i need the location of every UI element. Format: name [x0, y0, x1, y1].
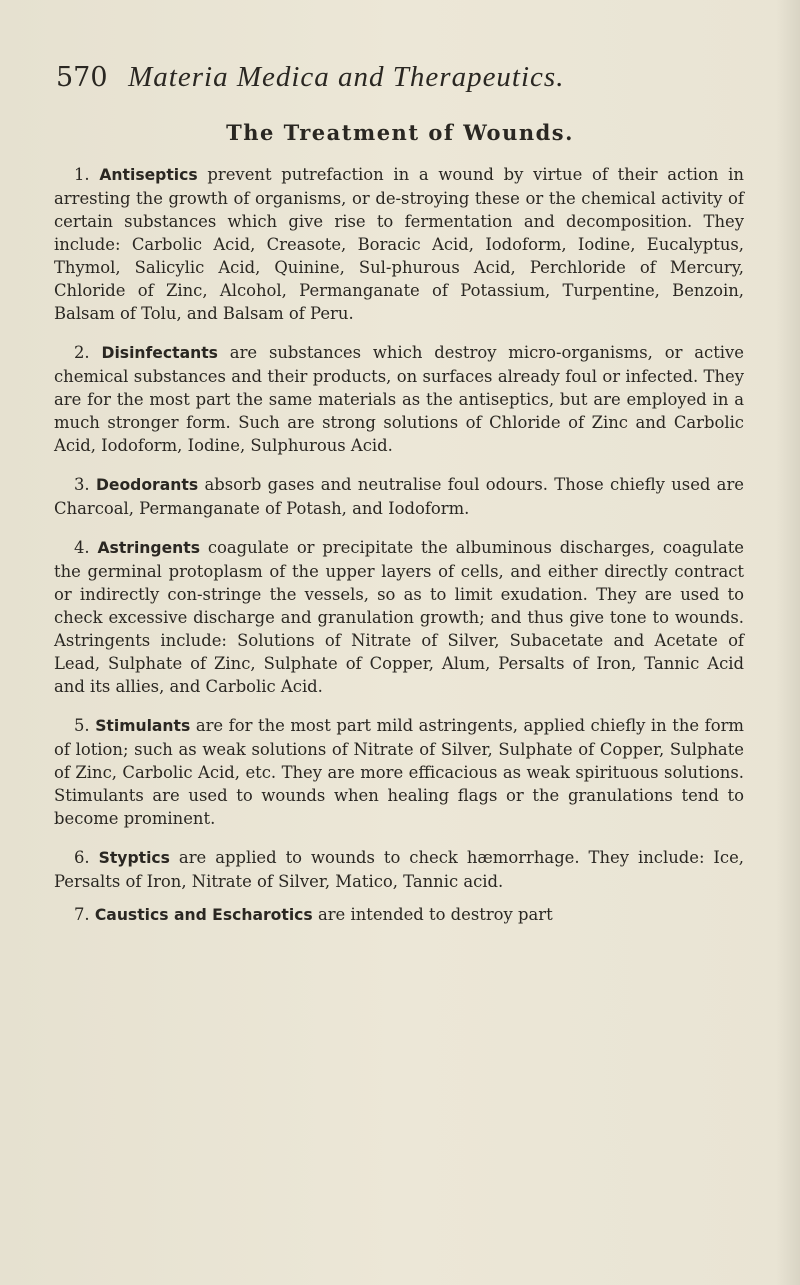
- body-text: [54, 163, 744, 927]
- page-number: 570: [56, 62, 108, 93]
- paragraph-text: are substances which destroy micro-organisms, or active chemical substances and their products, on surfaces already foul or infected. They are for the most part the same materials as the antiseptics, but are employed in a much stronger form. Such are strong solutions of Chloride of Zinc and Carbolic Acid, Iodoform, Iodine, Sulphurous Acid.: [54, 343, 744, 455]
- paragraph-text: coagulate or precipitate the albuminous discharges, coagulate the germinal protoplasm of the upper layers of cells, and either directly contract or indirectly con-stringe the vessels, so as to limit exudation. They are used to check excessive discharge and granulation growth; and thus give tone to wounds. Astringents include: Solutions of Nitrate of Silver, Subacetate and Acetate of Lead, Sulphate of Zinc, Sulphate of Copper, Alum, Persalts of Iron, Tannic Acid and its allies, and Carbolic Acid.: [54, 538, 744, 696]
- paragraph-number: 3.: [74, 475, 90, 494]
- paragraph-caustics: [54, 903, 744, 927]
- term-styptics: Styptics: [98, 849, 170, 867]
- paragraph-number: 4.: [74, 538, 90, 557]
- paragraph-number: 5.: [74, 716, 90, 735]
- running-header: [56, 62, 756, 93]
- paragraph-disinfectants: [54, 341, 744, 457]
- paragraph-astringents: [54, 536, 744, 698]
- paragraph-stimulants: [54, 714, 744, 830]
- term-caustics-escharotics: Caustics and Escharotics: [94, 906, 313, 924]
- paragraph-text: absorb gases and neutralise foul odours. Those chiefly used are Charcoal, Permanganate of Potash, and Iodoform.: [54, 475, 744, 518]
- page-edge-shadow: [776, 0, 800, 1285]
- section-title: The Treatment of Wounds.: [226, 120, 574, 145]
- paragraph-styptics: [54, 846, 744, 893]
- paragraph-text: prevent putrefaction in a wound by virtue of their action in arresting the growth of organisms, or de-stroying these or the chemical activity of certain substances which give rise to fermentation and decomposition. They include: Carbolic Acid, Creasote, Boracic Acid, Iodoform, Iodine, Eucalyptus, Thymol, Salicylic Acid, Quinine, Sul-phurous Acid, Perchloride of Mercury, Chloride of Zinc, Alcohol, Permanganate of Potassium, Turpentine, Benzoin, Balsam of Tolu, and Balsam of Peru.: [54, 165, 744, 323]
- paragraph-text: are for the most part mild astringents, applied chiefly in the form of lotion; such as weak solutions of Nitrate of Silver, Sulphate of Copper, Sulphate of Zinc, Carbolic Acid, etc. They are more efficacious as weak spirituous solutions. Stimulants are used to wounds when healing flags or the granulations tend to become prominent.: [54, 716, 744, 828]
- term-antiseptics: Antiseptics: [99, 166, 198, 184]
- paragraph-text: are applied to wounds to check hæmorrhage. They include: Ice, Persalts of Iron, Nitrate of Silver, Matico, Tannic acid.: [54, 848, 744, 891]
- paragraph-antiseptics: [54, 163, 744, 325]
- running-title: Materia Medica and Therapeutics.: [128, 61, 565, 93]
- paragraph-number: 1.: [74, 165, 90, 184]
- paragraph-deodorants: [54, 473, 744, 520]
- paragraph-number: 2.: [74, 343, 90, 362]
- term-disinfectants: Disinfectants: [101, 344, 218, 362]
- term-stimulants: Stimulants: [95, 717, 191, 735]
- paragraph-number: 7.: [74, 905, 90, 924]
- paragraph-number: 6.: [74, 848, 90, 867]
- term-deodorants: Deodorants: [95, 476, 199, 494]
- paragraph-text: are intended to destroy part: [317, 905, 553, 924]
- term-astringents: Astringents: [97, 539, 200, 557]
